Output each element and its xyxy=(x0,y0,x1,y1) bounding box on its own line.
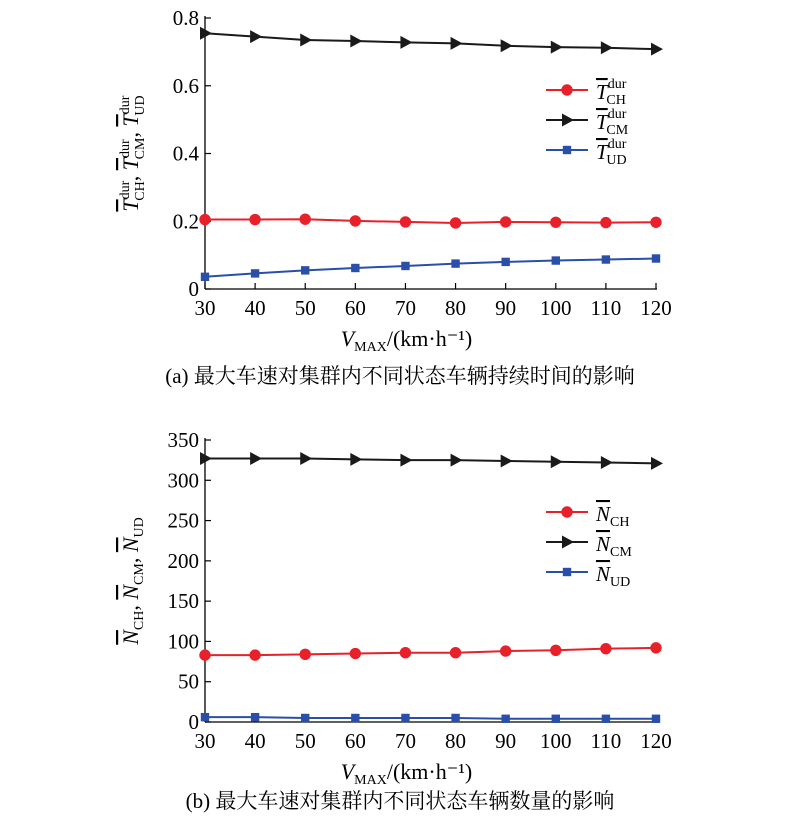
data-point-ch xyxy=(300,649,310,659)
data-point-cm xyxy=(300,34,312,47)
legend-var: T xyxy=(596,110,608,134)
series-line-ud xyxy=(205,717,656,719)
y-tick-label: 0 xyxy=(188,277,199,301)
data-point-ch xyxy=(350,648,360,658)
legend-sup: dur xyxy=(607,107,627,122)
legend-label xyxy=(595,562,630,590)
x-tick-label: 110 xyxy=(590,729,622,753)
y-tick-label: 350 xyxy=(167,428,199,452)
x-axis-label xyxy=(341,759,473,788)
y-axis-label-sup: dur xyxy=(118,180,133,200)
legend-marker xyxy=(562,85,572,95)
data-point-ud xyxy=(451,259,459,267)
y-axis-label-var: T xyxy=(118,158,143,171)
x-axis-label-unit: /(km·h⁻¹) xyxy=(386,326,473,351)
series-ch xyxy=(200,214,661,228)
y-axis-label-sep: , xyxy=(118,132,143,138)
data-point-cm xyxy=(451,37,463,50)
data-point-cm xyxy=(350,35,362,48)
x-tick-label: 120 xyxy=(640,296,672,320)
x-tick-label: 100 xyxy=(540,296,572,320)
chart-a-duration xyxy=(118,6,672,388)
data-point-cm xyxy=(250,452,262,465)
y-axis-label-sub: CH xyxy=(132,610,147,631)
y-axis-label-var: N xyxy=(118,537,143,553)
data-point-ud xyxy=(652,715,660,723)
data-point-ud xyxy=(401,714,409,722)
y-axis-label xyxy=(118,517,147,646)
x-tick-label: 80 xyxy=(445,729,467,753)
series-ud xyxy=(201,254,660,281)
legend-sub: CH xyxy=(610,515,630,530)
legend-label xyxy=(596,107,629,138)
x-tick-label: 100 xyxy=(540,729,572,753)
data-point-ud xyxy=(201,713,209,721)
data-point-ch xyxy=(400,648,410,658)
x-axis-label-unit: /(km·h⁻¹) xyxy=(386,759,473,784)
data-point-ud xyxy=(602,255,610,263)
legend-sub: CM xyxy=(606,123,629,138)
data-point-cm xyxy=(250,30,262,43)
x-tick-label: 70 xyxy=(394,296,416,320)
data-point-ud xyxy=(301,714,309,722)
chart-b-count xyxy=(118,428,672,813)
y-tick-label: 0.4 xyxy=(172,141,199,166)
y-axis-label-sub: CM xyxy=(133,137,148,160)
x-tick-label: 110 xyxy=(590,296,622,320)
data-point-ch xyxy=(500,646,510,656)
data-point-ud xyxy=(251,713,259,721)
legend-marker xyxy=(563,146,571,154)
y-tick-label: 250 xyxy=(167,508,199,533)
series-line-ch xyxy=(205,219,656,223)
data-point-cm xyxy=(200,27,212,40)
y-axis-label-sub: CH xyxy=(133,181,148,201)
data-point-ud xyxy=(401,262,409,270)
chart-caption: (b) 最大车速对集群内不同状态车辆数量的影响 xyxy=(185,789,615,813)
legend-var: T xyxy=(596,80,608,104)
data-point-ch xyxy=(250,650,260,660)
chart-caption: (a) 最大车速对集群内不同状态车辆持续时间的影响 xyxy=(165,364,635,388)
data-point-cm xyxy=(551,41,563,54)
y-tick-label: 200 xyxy=(167,548,199,573)
data-point-cm xyxy=(651,457,663,470)
series-line-cm xyxy=(205,33,656,49)
legend xyxy=(546,77,629,168)
y-tick-label: 0 xyxy=(188,710,199,734)
legend-sub: CM xyxy=(610,545,632,560)
legend-label xyxy=(595,502,629,530)
legend-label xyxy=(596,77,627,108)
data-point-ch xyxy=(200,650,210,660)
y-axis-label-sub: UD xyxy=(132,517,147,538)
legend-sup: dur xyxy=(607,137,627,152)
data-point-ch xyxy=(601,217,611,227)
legend-marker xyxy=(562,536,574,549)
legend-sup: dur xyxy=(607,77,627,92)
data-point-cm xyxy=(300,452,312,465)
data-point-ch xyxy=(450,218,460,228)
data-point-cm xyxy=(501,39,513,52)
x-tick-label: 30 xyxy=(194,729,216,753)
data-point-cm xyxy=(350,453,362,466)
data-point-ch xyxy=(300,214,310,224)
x-axis-label-var: V xyxy=(340,759,355,784)
legend-var: N xyxy=(596,562,611,586)
legend-sub: UD xyxy=(606,153,627,168)
legend-sub: CH xyxy=(606,93,626,108)
y-axis-label-sep: , xyxy=(118,557,143,564)
legend-label xyxy=(596,137,627,168)
legend-marker xyxy=(562,507,572,517)
series-cm xyxy=(200,27,663,56)
legend-sub: UD xyxy=(610,575,631,590)
y-tick-label: 300 xyxy=(167,468,199,493)
y-axis-label-sub: CM xyxy=(132,563,147,585)
legend-var: N xyxy=(596,502,611,526)
data-point-ch xyxy=(601,643,611,653)
data-point-ch xyxy=(551,217,561,227)
data-point-ch xyxy=(651,217,661,227)
data-point-ch xyxy=(500,217,510,227)
x-axis-label-sub: MAX xyxy=(354,773,387,788)
data-point-cm xyxy=(601,456,613,469)
data-point-ud xyxy=(501,258,509,266)
y-axis-label-var: T xyxy=(118,199,143,212)
legend-var: T xyxy=(596,140,608,164)
data-point-ch xyxy=(551,645,561,655)
data-point-cm xyxy=(601,41,613,54)
y-axis-label-sub: UD xyxy=(133,95,148,116)
data-point-ch xyxy=(400,217,410,227)
data-point-cm xyxy=(400,454,412,467)
data-point-cm xyxy=(651,43,663,56)
x-tick-label: 120 xyxy=(640,729,672,753)
data-point-ch xyxy=(450,648,460,658)
data-point-cm xyxy=(451,454,463,467)
legend-var: N xyxy=(596,532,611,556)
x-tick-label: 90 xyxy=(495,296,517,320)
x-axis-label-var: V xyxy=(340,326,355,351)
series-line-ch xyxy=(205,648,656,655)
y-tick-label: 0.6 xyxy=(172,73,199,98)
y-tick-label: 0.2 xyxy=(172,209,199,234)
x-tick-label: 40 xyxy=(244,296,266,320)
x-tick-label: 40 xyxy=(244,729,266,753)
y-axis-label-sep: , xyxy=(118,175,143,182)
x-tick-label: 30 xyxy=(194,296,216,320)
data-point-cm xyxy=(501,454,513,467)
data-point-cm xyxy=(400,36,412,49)
data-point-ud xyxy=(652,254,660,262)
data-point-ch xyxy=(250,214,260,224)
y-tick-label: 0.8 xyxy=(172,6,199,30)
x-tick-label: 50 xyxy=(294,296,316,320)
y-tick-label: 50 xyxy=(178,669,199,694)
x-axis-label xyxy=(341,326,473,355)
legend-marker xyxy=(563,568,571,576)
x-tick-label: 60 xyxy=(344,296,366,320)
legend xyxy=(546,502,632,590)
y-axis-label xyxy=(118,95,148,211)
data-point-cm xyxy=(551,455,563,468)
x-tick-label: 60 xyxy=(344,729,366,753)
data-point-ud xyxy=(251,269,259,277)
data-point-ud xyxy=(351,264,359,272)
data-point-ud xyxy=(501,715,509,723)
series-line-ud xyxy=(205,259,656,277)
series-ch xyxy=(200,643,661,661)
y-tick-label: 100 xyxy=(167,629,199,654)
y-axis-label-sep: , xyxy=(118,605,143,611)
y-axis-label-sup: dur xyxy=(118,139,133,158)
legend-label xyxy=(595,532,632,560)
y-axis-label-sup: dur xyxy=(118,95,133,115)
y-axis-label-var: N xyxy=(118,630,143,645)
data-point-ud xyxy=(552,715,560,723)
data-point-ud xyxy=(301,266,309,274)
data-point-ud xyxy=(552,256,560,264)
series-cm xyxy=(200,452,663,470)
y-axis-label-var: N xyxy=(118,584,143,600)
data-point-ud xyxy=(201,273,209,281)
x-axis-label-sub: MAX xyxy=(354,340,387,355)
y-axis-label-var: T xyxy=(118,114,143,127)
data-point-ch xyxy=(200,214,210,224)
legend-marker xyxy=(562,114,574,127)
x-tick-label: 70 xyxy=(394,729,416,753)
y-tick-label: 150 xyxy=(167,589,199,614)
data-point-ch xyxy=(651,643,661,653)
data-point-ud xyxy=(451,714,459,722)
x-tick-label: 80 xyxy=(445,296,467,320)
data-point-ud xyxy=(602,715,610,723)
x-tick-label: 50 xyxy=(294,729,316,753)
x-tick-label: 90 xyxy=(495,729,517,753)
data-point-ud xyxy=(351,714,359,722)
data-point-cm xyxy=(200,452,212,465)
series-line-cm xyxy=(205,459,656,464)
data-point-ch xyxy=(350,216,360,226)
